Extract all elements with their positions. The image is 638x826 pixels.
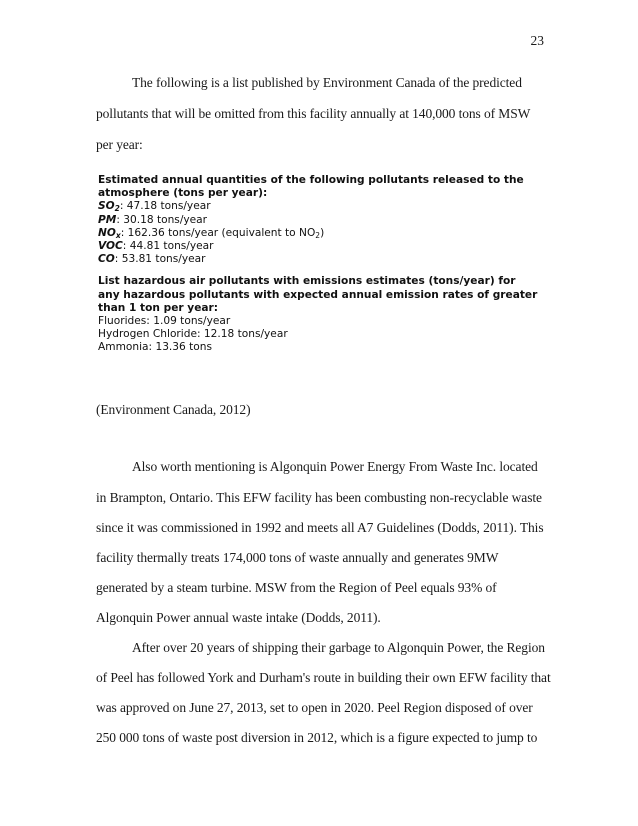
pollutant-row bbox=[98, 253, 526, 266]
text-line: was approved on June 27, 2013, set to open in 2020. Peel Region disposed of over bbox=[96, 700, 533, 715]
excerpt-heading: Estimated annual quantities of the following pollutants released to the bbox=[98, 174, 524, 186]
pollutant-name: NO bbox=[98, 226, 116, 239]
pollutant-row bbox=[98, 227, 526, 240]
pollutant-row bbox=[98, 240, 526, 253]
text-line: 250 000 tons of waste post diversion in 2012, which is a figure expected to jump to bbox=[96, 730, 538, 745]
text-line: facility thermally treats 174,000 tons of waste annually and generates 9MW bbox=[96, 550, 499, 565]
text-line: pollutants that will be omitted from this facility annually at 140,000 tons of MSW bbox=[96, 106, 531, 121]
text-line: in Brampton, Ontario. This EFW facility has been combusting non-recyclable waste bbox=[96, 490, 542, 505]
pollutant-value: : 47.18 tons/year bbox=[119, 200, 211, 213]
excerpt-heading: atmosphere (tons per year): bbox=[98, 187, 268, 200]
citation: (Environment Canada, 2012) bbox=[96, 402, 251, 417]
text-line: The following is a list published by Environment Canada of the predicted bbox=[132, 75, 522, 90]
text-line: Algonquin Power annual waste intake (Dodds, 2011). bbox=[96, 610, 381, 625]
text-line: since it was commissioned in 1992 and meets all A7 Guidelines (Dodds, 2011). This bbox=[96, 520, 544, 535]
excerpt-heading: than 1 ton per year: bbox=[98, 301, 218, 314]
text-line: Also worth mentioning is Algonquin Power Energy From Waste Inc. located bbox=[132, 459, 538, 474]
pollutant-name: PM bbox=[98, 213, 117, 226]
pollutant-value: : 44.81 tons/year bbox=[122, 240, 214, 253]
pollutant-value: : 30.18 tons/year bbox=[116, 213, 208, 226]
text-line: generated by a steam turbine. MSW from the Region of Peel equals 93% of bbox=[96, 580, 497, 595]
text-line: per year: bbox=[96, 137, 143, 152]
pollutant-name: CO bbox=[98, 253, 115, 266]
pollutant-subscript: x bbox=[115, 230, 121, 240]
pollutant-subscript: 2 bbox=[114, 204, 120, 214]
pollutant-row bbox=[98, 200, 526, 213]
pollutant-name: VOC bbox=[98, 240, 123, 253]
pollutant-excerpt bbox=[96, 174, 538, 382]
text-line: of Peel has followed York and Durham's route in building their own EFW facility that bbox=[96, 670, 551, 685]
hazardous-row: Ammonia: 13.36 tons bbox=[98, 341, 213, 354]
pollutant-value: : 162.36 tons/year (equivalent to NO bbox=[120, 226, 316, 239]
page-number: 23 bbox=[530, 33, 544, 48]
pollutant-row bbox=[98, 214, 526, 227]
text-line: After over 20 years of shipping their garbage to Algonquin Power, the Region bbox=[132, 640, 545, 655]
excerpt-heading: any hazardous pollutants with expected annual emission rates of greater bbox=[98, 288, 538, 301]
hazardous-row: Fluorides: 1.09 tons/year bbox=[98, 315, 231, 328]
value-subscript: 2 bbox=[315, 230, 321, 240]
pollutant-value: : 53.81 tons/year bbox=[114, 253, 206, 266]
hazardous-row: Hydrogen Chloride: 12.18 tons/year bbox=[98, 328, 288, 341]
pollutant-name: SO bbox=[98, 200, 115, 213]
value-end: ) bbox=[320, 226, 325, 239]
excerpt-heading: List hazardous air pollutants with emissions estimates (tons/year) for bbox=[98, 275, 516, 288]
